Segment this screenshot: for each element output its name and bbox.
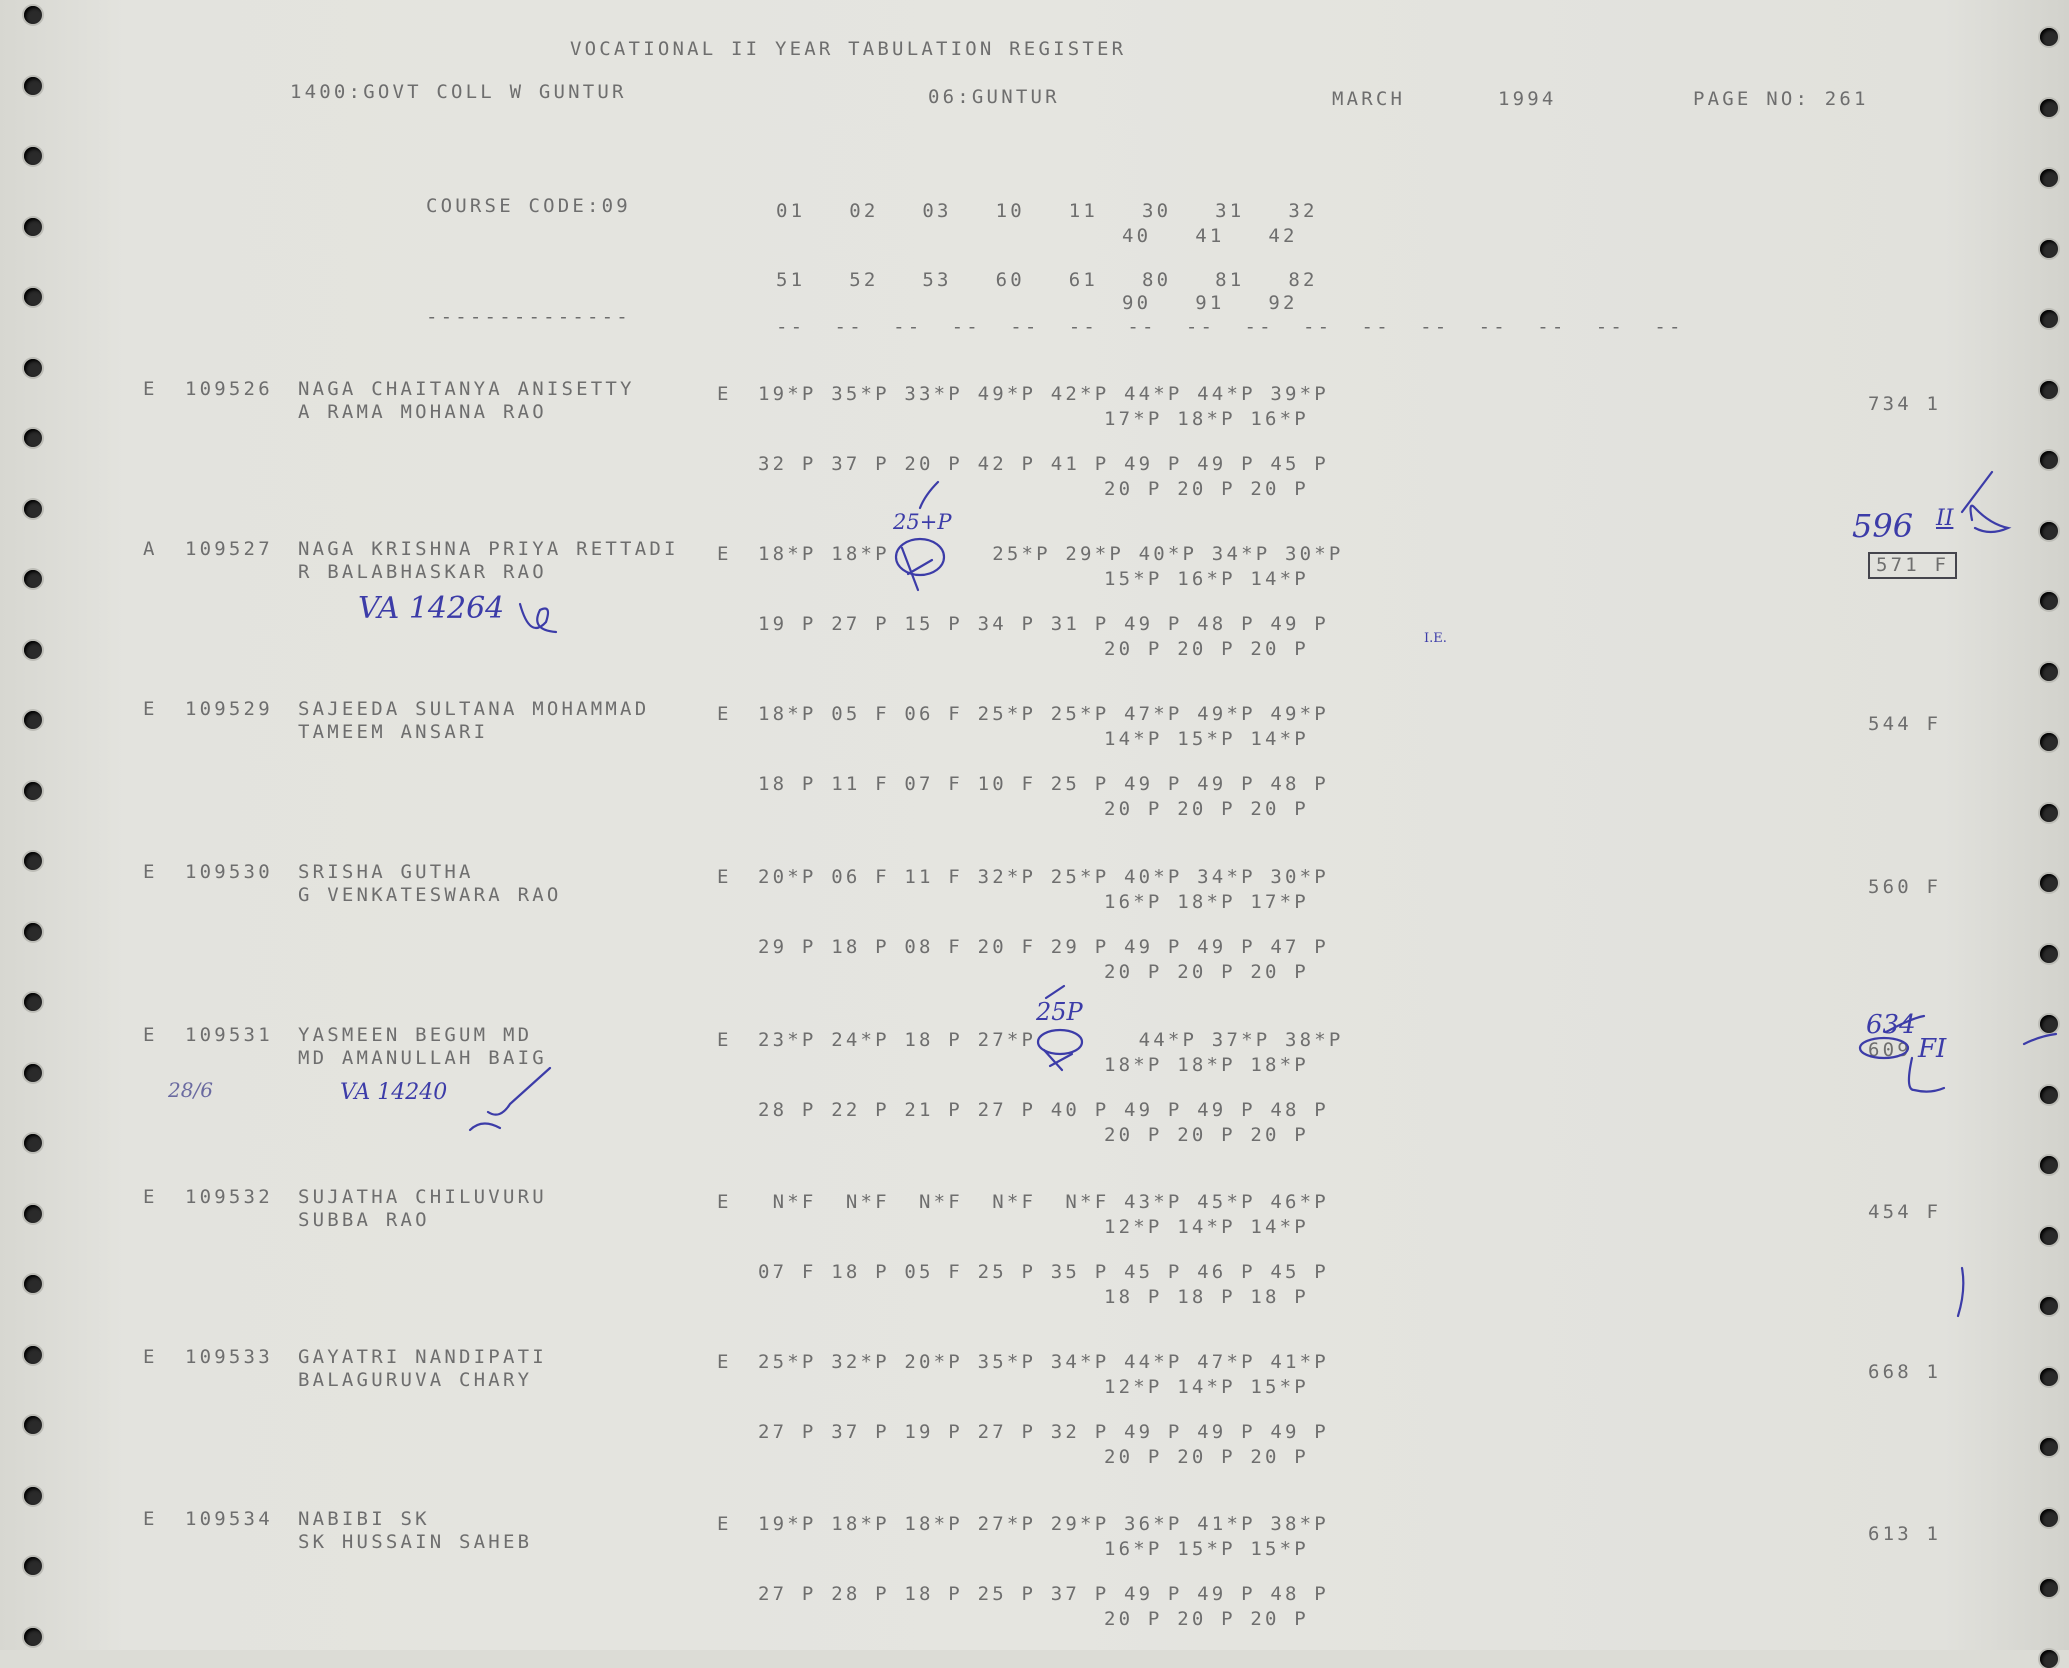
parent-name: BALAGURUVA CHARY (298, 1369, 533, 1391)
marks-line-4: 20 P 20 P 20 P (1104, 961, 1309, 983)
record-status: E (143, 1186, 158, 1208)
subject-codes-row2: 51 52 53 60 61 80 81 82 (776, 269, 1318, 291)
separator-left: -------------- (426, 306, 631, 328)
tractor-hole (2040, 1650, 2058, 1668)
total-result: 560 F (1868, 876, 1942, 898)
student-name: NAGA KRISHNA PRIYA RETTADI (298, 538, 679, 560)
total-result: 613 1 (1868, 1523, 1942, 1545)
marks-line-4: 20 P 20 P 20 P (1104, 1446, 1309, 1468)
roll-number: 109532 (185, 1186, 273, 1208)
marks-line-4: 20 P 20 P 20 P (1104, 638, 1309, 660)
exam-flag: E (717, 1191, 732, 1213)
marks-line-1: 23*P 24*P 18 P 27*P 44*P 37*P 38*P (758, 1029, 1344, 1051)
handwritten-va-student2: VA 14264 (358, 591, 505, 626)
exam-flag: E (717, 1029, 732, 1051)
exam-month: MARCH (1332, 88, 1406, 110)
roll-number: 109534 (185, 1508, 273, 1530)
student-name: NAGA CHAITANYA ANISETTY (298, 378, 635, 400)
parent-name: TAMEEM ANSARI (298, 721, 489, 743)
total-result: 609 (1868, 1039, 1912, 1061)
total-result: 571 F (1868, 552, 1957, 579)
course-code: COURSE CODE:09 (426, 195, 631, 217)
record-status: E (143, 1024, 158, 1046)
exam-flag: E (717, 543, 732, 565)
subject-codes-row2b: 90 91 92 (1122, 292, 1298, 314)
roll-number: 109526 (185, 378, 273, 400)
marks-line-2: 16*P 15*P 15*P (1104, 1538, 1309, 1560)
marks-line-2: 12*P 14*P 14*P (1104, 1216, 1309, 1238)
subject-codes-row1: 01 02 03 10 11 30 31 32 (776, 200, 1318, 222)
marks-line-4: 20 P 20 P 20 P (1104, 798, 1309, 820)
record-status: E (143, 861, 158, 883)
total-result: 544 F (1868, 713, 1942, 735)
marks-line-3: 29 P 18 P 08 F 20 F 29 P 49 P 49 P 47 P (758, 936, 1329, 958)
student-name: SRISHA GUTHA (298, 861, 474, 883)
marks-line-4: 20 P 20 P 20 P (1104, 1124, 1309, 1146)
student-name: YASMEEN BEGUM MD (298, 1024, 533, 1046)
student-name: NABIBI SK (298, 1508, 430, 1530)
handwritten-mark-student2: 25+P (893, 510, 952, 534)
roll-number: 109531 (185, 1024, 273, 1046)
handwritten-total-student5: 634 (1866, 1010, 1916, 1040)
marks-line-3: 28 P 22 P 21 P 27 P 40 P 49 P 49 P 48 P (758, 1099, 1329, 1121)
exam-flag: E (717, 383, 732, 405)
marks-line-3: 27 P 37 P 19 P 27 P 32 P 49 P 49 P 49 P (758, 1421, 1329, 1443)
parent-name: A RAMA MOHANA RAO (298, 401, 547, 423)
parent-name: SK HUSSAIN SAHEB (298, 1531, 533, 1553)
marks-line-3: 32 P 37 P 20 P 42 P 41 P 49 P 49 P 45 P (758, 453, 1329, 475)
total-result: 734 1 (1868, 393, 1942, 415)
handwritten-total-student2: 596 (1852, 507, 1914, 545)
student-name: SUJATHA CHILUVURU (298, 1186, 547, 1208)
marks-line-2: 17*P 18*P 16*P (1104, 408, 1309, 430)
marks-line-2: 18*P 18*P 18*P (1104, 1054, 1309, 1076)
register-title: VOCATIONAL II YEAR TABULATION REGISTER (570, 38, 1127, 60)
college-name: 1400:GOVT COLL W GUNTUR (290, 81, 627, 103)
marks-line-4: 20 P 20 P 20 P (1104, 478, 1309, 500)
roll-number: 109530 (185, 861, 273, 883)
marks-line-3: 27 P 28 P 18 P 25 P 37 P 49 P 49 P 48 P (758, 1583, 1329, 1605)
parent-name: R BALABHASKAR RAO (298, 561, 547, 583)
exam-flag: E (717, 703, 732, 725)
page-number: PAGE NO: 261 (1693, 88, 1869, 110)
district-name: 06:GUNTUR (928, 86, 1060, 108)
handwritten-suffix-student5: FI (1918, 1034, 1947, 1064)
circled-correction-student2 (896, 539, 944, 575)
marks-line-1: 19*P 18*P 18*P 27*P 29*P 36*P 41*P 38*P (758, 1513, 1329, 1535)
roll-number: 109533 (185, 1346, 273, 1368)
parent-name: MD AMANULLAH BAIG (298, 1047, 547, 1069)
total-result: 668 1 (1868, 1361, 1942, 1383)
marks-line-2: 15*P 16*P 14*P (1104, 568, 1309, 590)
marks-line-3: 19 P 27 P 15 P 34 P 31 P 49 P 48 P 49 P (758, 613, 1329, 635)
marks-line-1: N*F N*F N*F N*F N*F 43*P 45*P 46*P (758, 1191, 1329, 1213)
initial-stroke-student2 (902, 548, 932, 590)
marks-line-1: 18*P 05 F 06 F 25*P 25*P 47*P 49*P 49*P (758, 703, 1329, 725)
marks-line-3: 18 P 11 F 07 F 10 F 25 P 49 P 49 P 48 P (758, 773, 1329, 795)
handwritten-date-student5: 28/6 (168, 1078, 213, 1102)
exam-flag: E (717, 1351, 732, 1373)
total-result: 454 F (1868, 1201, 1942, 1223)
handwritten-mark-student5: 25P (1036, 998, 1083, 1026)
exam-flag: E (717, 866, 732, 888)
parent-name: G VENKATESWARA RAO (298, 884, 562, 906)
student-name: SAJEEDA SULTANA MOHAMMAD (298, 698, 650, 720)
marks-line-3: 07 F 18 P 05 F 25 P 35 P 45 P 46 P 45 P (758, 1261, 1329, 1283)
exam-flag: E (717, 1513, 732, 1535)
record-status: E (143, 1508, 158, 1530)
record-status: E (143, 698, 158, 720)
marks-line-4: 20 P 20 P 20 P (1104, 1608, 1309, 1630)
separator-dashes: -- -- -- -- -- -- -- -- -- -- -- -- -- -- -- -- (776, 316, 1684, 338)
marks-line-2: 16*P 18*P 17*P (1104, 891, 1309, 913)
marks-line-1: 20*P 06 F 11 F 32*P 25*P 40*P 34*P 30*P (758, 866, 1329, 888)
record-status: A (143, 538, 158, 560)
parent-name: SUBBA RAO (298, 1209, 430, 1231)
circled-total-student5 (1860, 1038, 1908, 1058)
record-status: E (143, 1346, 158, 1368)
handwritten-va-student5: VA 14240 (340, 1080, 448, 1105)
roll-number: 109527 (185, 538, 273, 560)
record-status: E (143, 378, 158, 400)
marks-line-2: 14*P 15*P 14*P (1104, 728, 1309, 750)
marks-line-4: 18 P 18 P 18 P (1104, 1286, 1309, 1308)
marks-line-1: 25*P 32*P 20*P 35*P 34*P 44*P 47*P 41*P (758, 1351, 1329, 1373)
handwritten-ie-note: I.E. (1424, 631, 1447, 646)
student-name: GAYATRI NANDIPATI (298, 1346, 547, 1368)
marks-line-2: 12*P 14*P 15*P (1104, 1376, 1309, 1398)
roll-number: 109529 (185, 698, 273, 720)
subject-codes-row1b: 40 41 42 (1122, 225, 1298, 247)
marks-line-1: 18*P 18*P 25*P 29*P 40*P 34*P 30*P (758, 543, 1344, 565)
marks-line-1: 19*P 35*P 33*P 49*P 42*P 44*P 44*P 39*P (758, 383, 1329, 405)
handwritten-roman-student2: II (1936, 506, 1954, 531)
exam-year: 1994 (1498, 88, 1557, 110)
